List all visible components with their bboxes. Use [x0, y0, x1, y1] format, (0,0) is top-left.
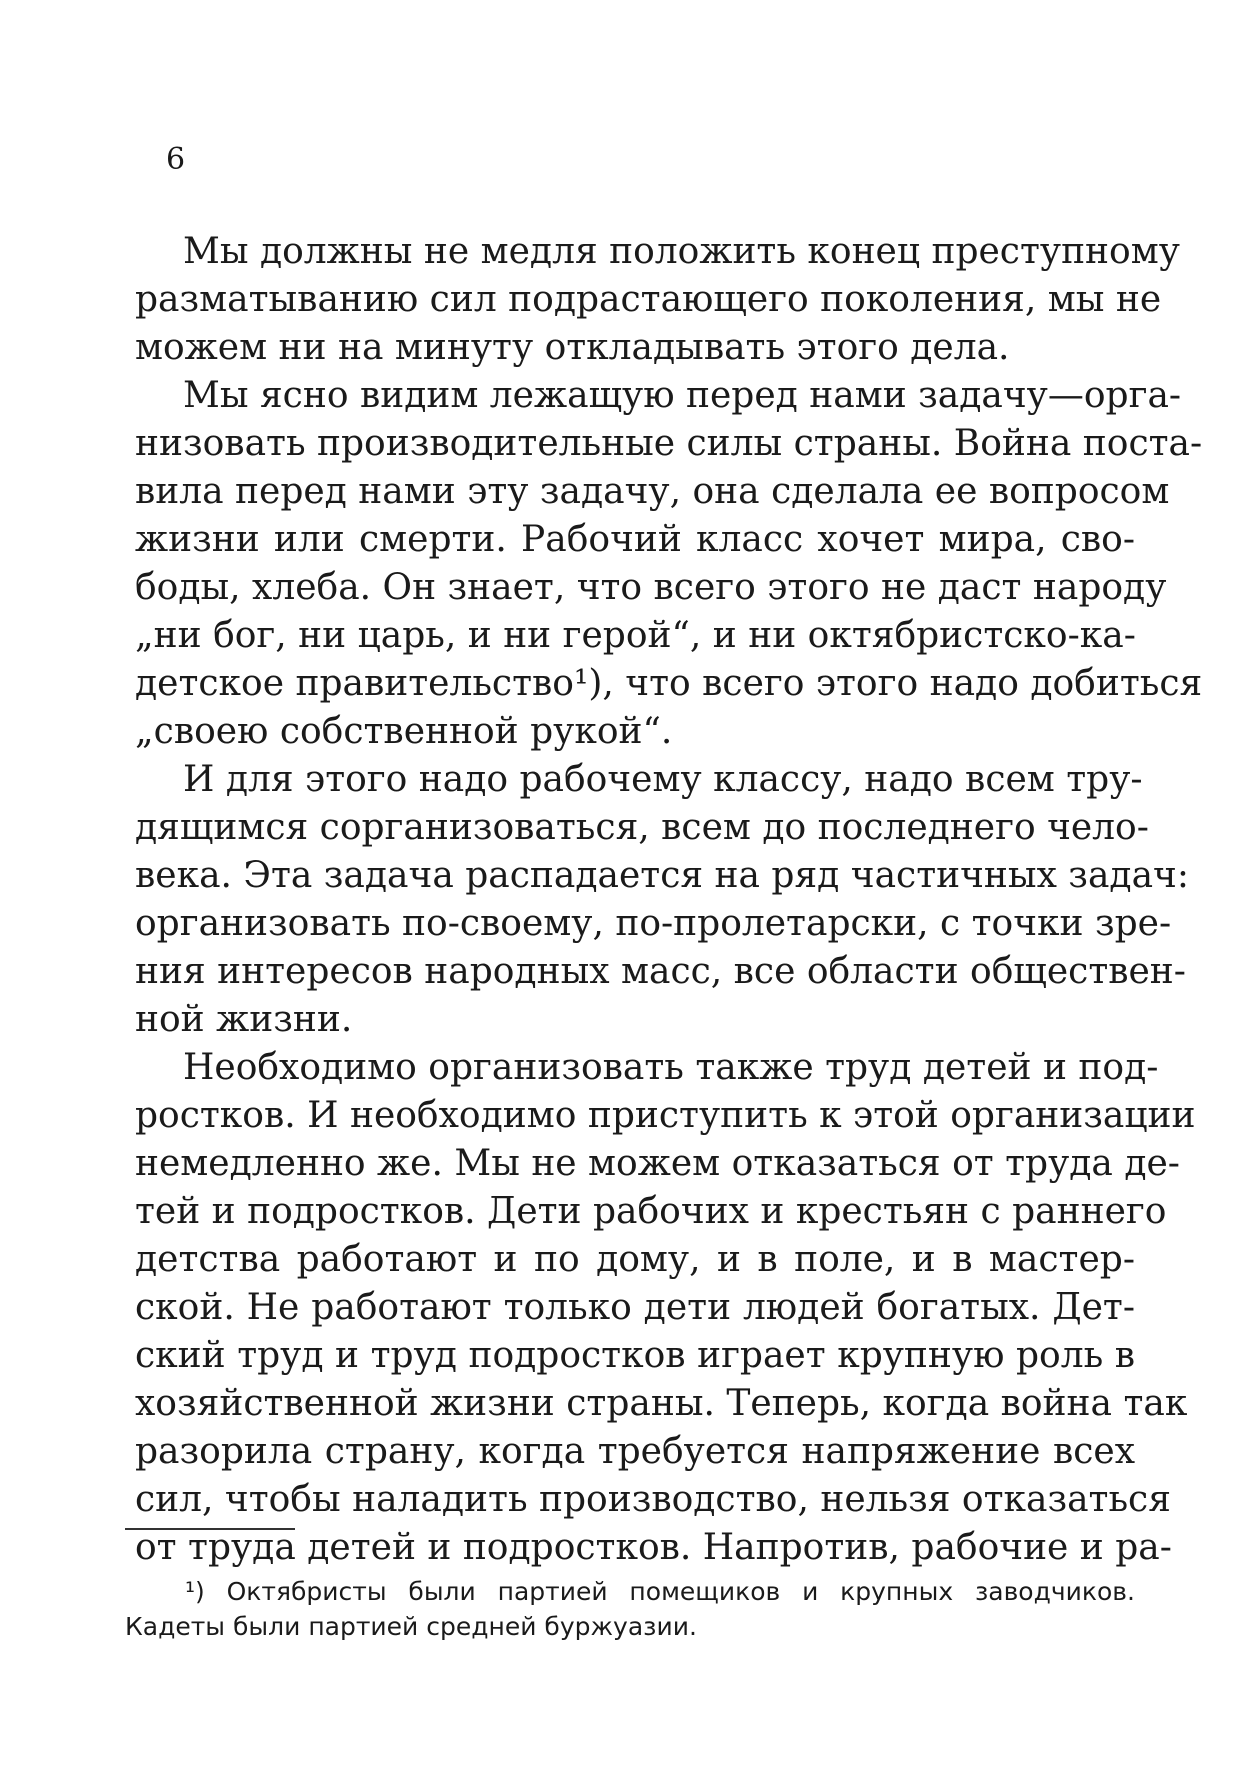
text-line: ской. Не работают только дети людей богатых. Дет-: [135, 1287, 1135, 1328]
footnote-line: ¹) Октябристы были партией помещиков и крупных заводчиков.: [185, 1577, 1135, 1606]
text-line: Необходимо организовать также труд детей и под-: [183, 1047, 1159, 1088]
paragraph: [135, 1044, 1196, 1572]
text-line: детское правительство¹), что всего этого надо добиться: [135, 663, 1203, 704]
text-line: организовать по-своему, по-пролетарски, с точки зре-: [135, 903, 1172, 944]
text-line: „ни бог, ни царь, и ни герой“, и ни октябристско-ка-: [135, 615, 1136, 656]
text-line: „своею собственной рукой“.: [135, 711, 673, 752]
paragraph: [135, 228, 1180, 372]
text-line: дящимся сорганизоваться, всем до последнего чело-: [135, 807, 1149, 848]
text-line: И для этого надо рабочему классу, надо всем тру-: [183, 759, 1143, 800]
footnote-line: Кадеты были партией средней буржуазии.: [125, 1612, 697, 1641]
text-line: сил, чтобы наладить производство, нельзя отказаться: [135, 1479, 1171, 1520]
text-line: жизни или смерти. Рабочий класс хочет мира, сво-: [135, 519, 1135, 560]
text-line: Мы должны не медля положить конец преступному: [183, 231, 1180, 272]
paragraph: [135, 372, 1203, 756]
page-number: 6: [166, 142, 186, 177]
body-text: [135, 228, 1203, 1572]
text-line: века. Эта задача распадается на ряд частичных задач:: [135, 855, 1189, 896]
text-line: немедленно же. Мы не можем отказаться от труда де-: [135, 1143, 1180, 1184]
text-line: боды, хлеба. Он знает, что всего этого не даст народу: [135, 567, 1167, 608]
text-line: ния интересов народных масс, все области обществен-: [135, 951, 1186, 992]
text-line: тей и подростков. Дети рабочих и крестьян с раннего: [135, 1191, 1167, 1232]
text-line: от труда детей и подростков. Напротив, рабочие и ра-: [135, 1527, 1172, 1568]
footnote: [125, 1574, 1135, 1644]
text-line: детства работают и по дому, и в поле, и в мастер-: [135, 1239, 1135, 1280]
text-line: хозяйственной жизни страны. Теперь, когда война так: [135, 1383, 1188, 1424]
footnote-divider: [125, 1528, 295, 1530]
text-line: ной жизни.: [135, 999, 353, 1040]
text-line: ростков. И необходимо приступить к этой организации: [135, 1095, 1196, 1136]
paragraph: [135, 756, 1189, 1044]
text-line: Мы ясно видим лежащую перед нами задачу—орга-: [183, 375, 1182, 416]
text-line: вила перед нами эту задачу, она сделала ее вопросом: [135, 471, 1170, 512]
text-line: низовать производительные силы страны. Война поста-: [135, 423, 1203, 464]
text-line: можем ни на минуту откладывать этого дела.: [135, 327, 1010, 368]
text-line: ский труд и труд подростков играет крупную роль в: [135, 1335, 1135, 1376]
text-line: разорила страну, когда требуется напряжение всех: [135, 1431, 1135, 1472]
text-line: разматыванию сил подрастающего поколения, мы не: [135, 279, 1162, 320]
